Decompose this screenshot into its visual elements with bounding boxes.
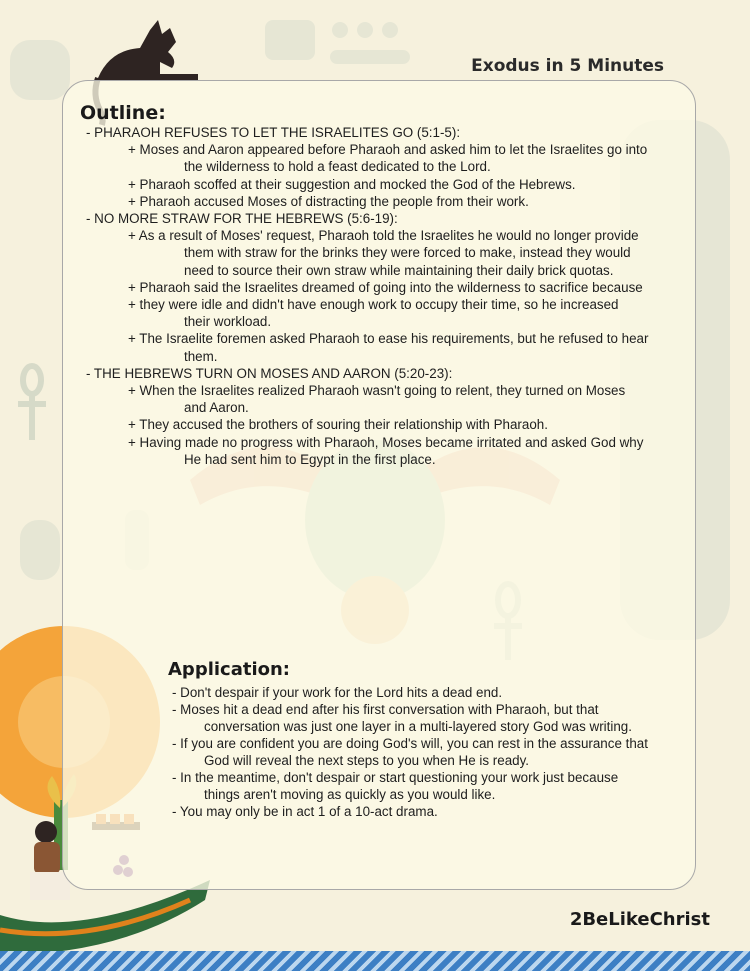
application-item	[172, 684, 692, 701]
point-text: + They accused the brothers of souring their relationship with Pharaoh.	[128, 417, 548, 433]
outline-point	[84, 296, 684, 330]
point-text: + Pharaoh accused Moses of distracting the people from their work.	[128, 193, 529, 209]
outline-list	[84, 124, 684, 468]
section-title: - NO MORE STRAW FOR THE HEBREWS (5:6-19):	[86, 211, 398, 227]
point-continuation: He had sent him to Egypt in the first place.	[184, 451, 436, 467]
outline-point	[84, 279, 684, 296]
outline-point	[84, 330, 684, 364]
outline-point	[84, 176, 684, 193]
item-text: - Don't despair if your work for the Lord hits a dead end.	[172, 685, 503, 700]
outline-point	[84, 416, 684, 433]
outline-heading: Outline:	[80, 102, 166, 124]
item-continuation: conversation was just one layer in a multi-layered story God was writing.	[204, 719, 632, 734]
application-item	[172, 803, 692, 820]
brand-logo-text: 2BeLikeChrist	[569, 909, 710, 930]
item-text: - Moses hit a dead end after his first conversation with Pharaoh, but that	[172, 702, 599, 717]
point-text: + When the Israelites realized Pharaoh wasn't going to relent, they turned on Moses	[128, 383, 626, 399]
point-text: + Pharaoh said the Israelites dreamed of going into the wilderness to sacrifice because	[128, 279, 643, 295]
outline-section	[84, 124, 684, 210]
item-text: - You may only be in act 1 of a 10-act drama.	[172, 804, 438, 819]
item-text: - If you are confident you are doing God's will, you can rest in the assurance that	[172, 736, 648, 751]
point-continuation: and Aaron.	[184, 400, 249, 416]
item-text: - In the meantime, don't despair or start questioning your work just because	[172, 770, 619, 785]
point-text: + Having made no progress with Pharaoh, Moses became irritated and asked God why	[128, 434, 644, 450]
point-continuation: their workload.	[184, 314, 272, 330]
point-continuation: the wilderness to hold a feast dedicated to the Lord.	[184, 159, 491, 175]
application-item	[172, 701, 692, 735]
outline-section	[84, 365, 684, 468]
page-title: Exodus in 5 Minutes	[471, 56, 664, 76]
application-list	[172, 684, 692, 820]
outline-point	[84, 434, 684, 468]
decorative-border	[0, 951, 750, 971]
point-continuation: them with straw for the brinks they were forced to make, instead they would	[184, 245, 631, 261]
point-text: + Pharaoh scoffed at their suggestion and mocked the God of the Hebrews.	[128, 176, 576, 192]
section-title: - PHARAOH REFUSES TO LET THE ISRAELITES GO (5:1-5):	[86, 125, 461, 140]
item-continuation: God will reveal the next steps to you when He is ready.	[204, 753, 530, 768]
point-continuation: them.	[184, 348, 218, 364]
point-continuation: need to source their own straw while maintaining their daily brick quotas.	[184, 262, 614, 278]
point-text: + The Israelite foremen asked Pharaoh to ease his requirements, but he refused to hear	[128, 331, 649, 347]
item-continuation: things aren't moving as quickly as you would like.	[204, 787, 496, 802]
point-text: + As a result of Moses' request, Pharaoh told the Israelites he would no longer provide	[128, 228, 639, 244]
outline-point	[84, 141, 684, 175]
outline-point	[84, 193, 684, 210]
application-item	[172, 769, 692, 803]
outline-section	[84, 210, 684, 365]
application-item	[172, 735, 692, 769]
outline-point	[84, 227, 684, 279]
point-text: + they were idle and didn't have enough work to occupy their time, so he increased	[128, 297, 619, 313]
application-heading: Application:	[168, 659, 291, 680]
outline-point	[84, 382, 684, 416]
section-title: - THE HEBREWS TURN ON MOSES AND AARON (5:20-23):	[86, 365, 453, 381]
point-text: + Moses and Aaron appeared before Pharaoh and asked him to let the Israelites go into	[128, 142, 648, 158]
